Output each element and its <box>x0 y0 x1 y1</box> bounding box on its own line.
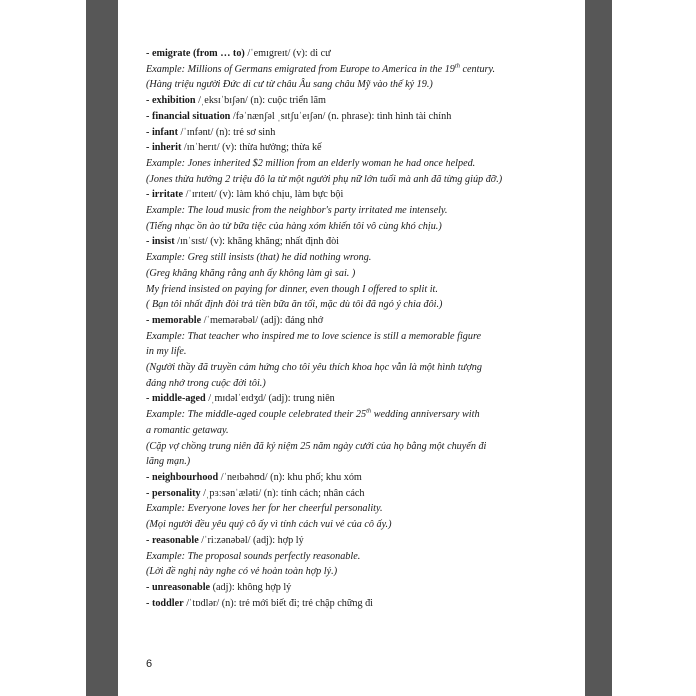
entry-personality <box>146 486 576 502</box>
entry-definition: /fəˈnænʃəl ˌsɪtʃuˈeɪʃən/ (n. phrase): tình hình tài chính <box>230 110 452 122</box>
example-text-end: wedding anniversary with <box>371 409 480 421</box>
entry-infant <box>146 125 576 141</box>
page-number: 6 <box>146 658 153 670</box>
entry-irritate <box>146 187 576 203</box>
entry-definition: /ˈriːzənəbəl/ (adj): hợp lý <box>198 534 304 546</box>
entry-term: - neighbourhood <box>146 471 219 483</box>
entry-definition: /ˌpɜːsənˈæləti/ (n): tính cách; nhân cách <box>200 487 365 499</box>
entry-example: Example: Jones inherited $2 million from an elderly woman he had once helped. <box>146 157 476 169</box>
entry-neighbourhood <box>146 470 576 486</box>
entry-term: - emigrate (from … to) <box>146 48 245 59</box>
entry-term: - inherit <box>146 142 182 154</box>
entry-term: - financial situation <box>146 110 231 122</box>
entry-definition: /ˌmɪdəlˈeɪdʒd/ (adj): trung niên <box>205 393 335 405</box>
entry-definition: /ˈɪrɪteɪt/ (v): làm khó chịu, làm bực bội <box>183 189 344 201</box>
entry-translation: (Người thầy đã truyền cảm hứng cho tôi yêu thích khoa học vẫn là một hình tượng <box>146 362 482 374</box>
entry-translation-continued: đáng nhớ trong cuộc đời tôi.) <box>146 377 266 389</box>
entry-inherit <box>146 140 576 156</box>
entry-term: - reasonable <box>146 534 199 546</box>
vocabulary-list <box>146 46 576 611</box>
entry-translation: (Mọi người đều yêu quý cô ấy vì tính cách vui vẻ của cô ấy.) <box>146 519 392 531</box>
entry-unreasonable <box>146 580 576 596</box>
entry-translation: (Tiếng nhạc ồn ào từ bữa tiệc của hàng xóm khiến tôi vô cùng khó chịu.) <box>146 220 442 232</box>
entry-term: - middle-aged <box>146 393 206 405</box>
entry-term: - infant <box>146 126 178 138</box>
entry-example: My friend insisted on paying for dinner, even though I offered to split it. <box>146 283 438 295</box>
entry-example: Example: Everyone loves her for her cheerful personality. <box>146 503 383 515</box>
example-text-end: century. <box>459 63 496 75</box>
entry-translation: (Cặp vợ chồng trung niên đã kỷ niệm 25 năm ngày cưới của họ bằng một chuyến đi <box>146 440 487 452</box>
entry-example <box>146 62 576 78</box>
entry-term: - insist <box>146 236 175 248</box>
example-text: Example: Millions of Germans emigrated from Europe to America in the 19 <box>146 63 455 75</box>
entry-example: Example: The loud music from the neighbor's party irritated me intensely. <box>146 205 448 217</box>
entry-definition: /ɪnˈsɪst/ (v): khăng khăng; nhất định đòi <box>174 236 339 248</box>
entry-definition: /ˈɪnfənt/ (n): trẻ sơ sinh <box>177 126 276 138</box>
viewer-background-left <box>86 0 118 696</box>
entry-translation: (Lời đề nghị này nghe có vẻ hoàn toàn hợp lý.) <box>146 566 338 578</box>
entry-translation: (Hàng triệu người Đức di cư từ châu Âu sang châu Mỹ vào thế kỷ 19.) <box>146 79 433 91</box>
example-superscript: th <box>454 62 460 70</box>
entry-definition: /ˈemɪgreɪt/ (v): di cư <box>244 48 331 59</box>
entry-definition: /ˈneɪbəhʊd/ (n): khu phố; khu xóm <box>218 471 362 483</box>
entry-example-continued: in my life. <box>146 346 187 358</box>
entry-example-continued: a romantic getaway. <box>146 424 229 436</box>
entry-reasonable <box>146 533 576 549</box>
viewer-background-right <box>585 0 612 696</box>
entry-example: Example: That teacher who inspired me to love science is still a memorable figure <box>146 330 482 342</box>
entry-financial-situation <box>146 109 576 125</box>
entry-middle-aged <box>146 391 576 407</box>
entry-term: - personality <box>146 487 201 499</box>
entry-translation: (Jones thừa hưởng 2 triệu đô la từ một người phụ nữ lớn tuổi mà anh đã từng giúp đỡ.) <box>146 173 503 185</box>
entry-translation-continued: lãng mạn.) <box>146 456 191 468</box>
entry-toddler <box>146 596 576 612</box>
entry-translation: (Greg khăng khăng rằng anh ấy không làm gì sai. ) <box>146 267 356 279</box>
entry-term: - irritate <box>146 189 184 201</box>
entry-example: Example: The proposal sounds perfectly reasonable. <box>146 550 361 562</box>
entry-definition: (adj): không hợp lý <box>210 581 292 593</box>
entry-example: Example: Greg still insists (that) he did nothing wrong. <box>146 252 372 264</box>
entry-definition: /ˈmemərəbəl/ (adj): đáng nhớ <box>201 314 324 326</box>
entry-translation: ( Bạn tôi nhất định đòi trả tiền bữa ăn tối, mặc dù tôi đã ngỏ ý chia đôi.) <box>146 299 443 311</box>
entry-exhibition <box>146 93 576 109</box>
entry-definition: /ˌeksɪˈbɪʃən/ (n): cuộc triển lãm <box>195 95 326 107</box>
example-superscript: th <box>366 407 372 415</box>
example-text: Example: The middle-aged couple celebrated their 25 <box>146 409 367 421</box>
entry-term: - exhibition <box>146 95 196 107</box>
entry-term: - toddler <box>146 597 184 609</box>
entry-memorable <box>146 313 576 329</box>
entry-example <box>146 407 576 423</box>
entry-term: - unreasonable <box>146 581 211 593</box>
entry-definition: /ɪnˈherɪt/ (v): thừa hưởng; thừa kế <box>181 142 322 154</box>
entry-insist <box>146 234 576 250</box>
entry-definition: /ˈtɒdlər/ (n): trẻ mới biết đi; trẻ chập chững đi <box>183 597 374 609</box>
entry-term: - memorable <box>146 314 202 326</box>
document-page <box>118 0 585 696</box>
entry-emigrate <box>146 46 576 62</box>
